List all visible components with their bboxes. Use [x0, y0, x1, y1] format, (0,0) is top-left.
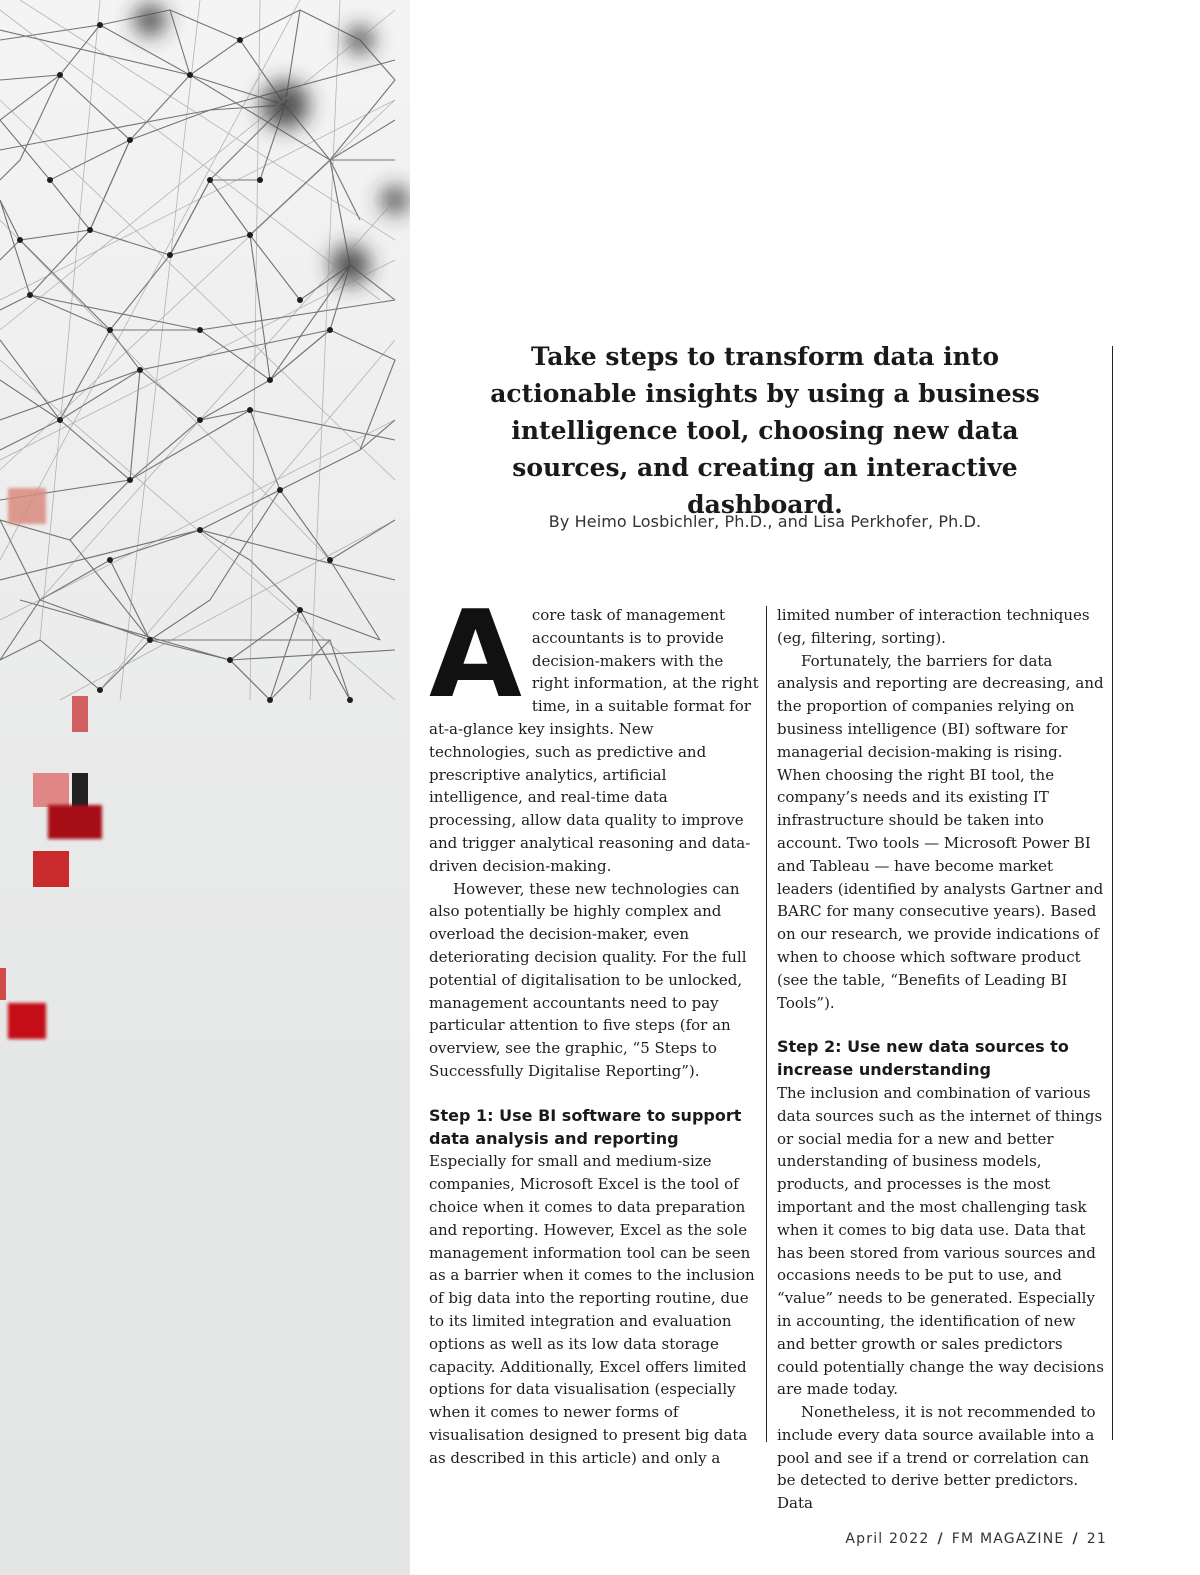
network-lines-light [0, 0, 395, 700]
network-graphic [0, 0, 410, 1575]
page-footer [845, 1531, 1107, 1547]
drop-cap: A [429, 586, 522, 725]
section-heading-step-2: Step 2: Use new data sources to increase understanding [777, 1037, 1069, 1080]
page-number: 21 [1086, 1531, 1107, 1547]
paragraph-intro [429, 586, 759, 878]
paragraph: Nonetheless, it is not recommended to include every data source available into a pool and see if a trend or correlation can be detected to derive better predictors. Data [777, 1403, 1096, 1513]
intro-text: core task of management accountants is to provide decision-makers with the right information, at the right time, in a suitable format for at-a-glance key insights. New technologies, such as predictive and prescriptive analytics, artificial intelligence, and real-time data processing, allow data quality to improve and trigger analytical reasoning and data-driven decision-making. [429, 606, 759, 875]
network-illustration [0, 0, 410, 1575]
section-heading-step-1: Step 1: Use BI software to support data analysis and reporting [429, 1105, 742, 1148]
right-rule [1112, 346, 1113, 1440]
paragraph: However, these new technologies can also potentially be highly complex and overload the decision-maker, even deteriorating decision quality. For the full potential of digitalisation to be unlocked, management accountants need to pay particular attention to five steps (for an overview, see the graphic, “5 Steps to Successfully Digitalise Reporting”). [429, 879, 747, 1080]
red-pixel-squares [0, 488, 102, 1039]
column-left [429, 586, 759, 1469]
paragraph: limited number of interaction techniques (eg, filtering, sorting). [777, 606, 1090, 647]
column-right [777, 604, 1105, 1515]
separator: / [937, 1531, 944, 1547]
article-deck: Take steps to transform data into actionable insights by using a business intelligence tool, choosing new data sources, and creating an interactive dashboard. [490, 342, 1040, 519]
article-byline: By Heimo Losbichler, Ph.D., and Lisa Perkhofer, Ph.D. [548, 512, 982, 531]
column-rule [766, 606, 767, 1442]
paragraph: Especially for small and medium-size companies, Microsoft Excel is the tool of choice when it comes to data preparation and reporting. However, Excel as the sole management information tool can be seen as a barrier when it comes to the inclusion of big data into the reporting routine, due to its limited integration and evaluation options as well as its low data storage capacity. Additionally, Excel offers limited options for data visualisation (especially when it comes to newer forms of visualisation designed to present big data as described in this article) and only a [429, 1152, 755, 1467]
issue-date: April 2022 [845, 1531, 930, 1547]
paragraph: Fortunately, the barriers for data analysis and reporting are decreasing, and the proportion of companies relying on business intelligence (BI) software for managerial decision-making is rising. When choosing the right BI tool, the company’s needs and its existing IT infrastructure should be taken into account. Two tools — Microsoft Power BI and Tableau — have become market leaders (identified by analysts Gartner and BARC for many consecutive years). Based on our research, we provide indications of when to choose which software product (see the table, “Benefits of Leading BI Tools”). [777, 651, 1104, 1012]
network-nodes [17, 22, 353, 703]
separator: / [1072, 1531, 1079, 1547]
paragraph: The inclusion and combination of various data sources such as the internet of things or social media for a new and better understanding of business models, products, and processes is the most important and the most challenging task when it comes to big data use. Data that has been stored from various sources and occasions needs to be put to use, and “value” needs to be generated. Especially in accounting, the identification of new and better growth or sales predictors could potentially change the way decisions are made today. [777, 1083, 1104, 1399]
magazine-name: FM MAGAZINE [951, 1531, 1065, 1547]
